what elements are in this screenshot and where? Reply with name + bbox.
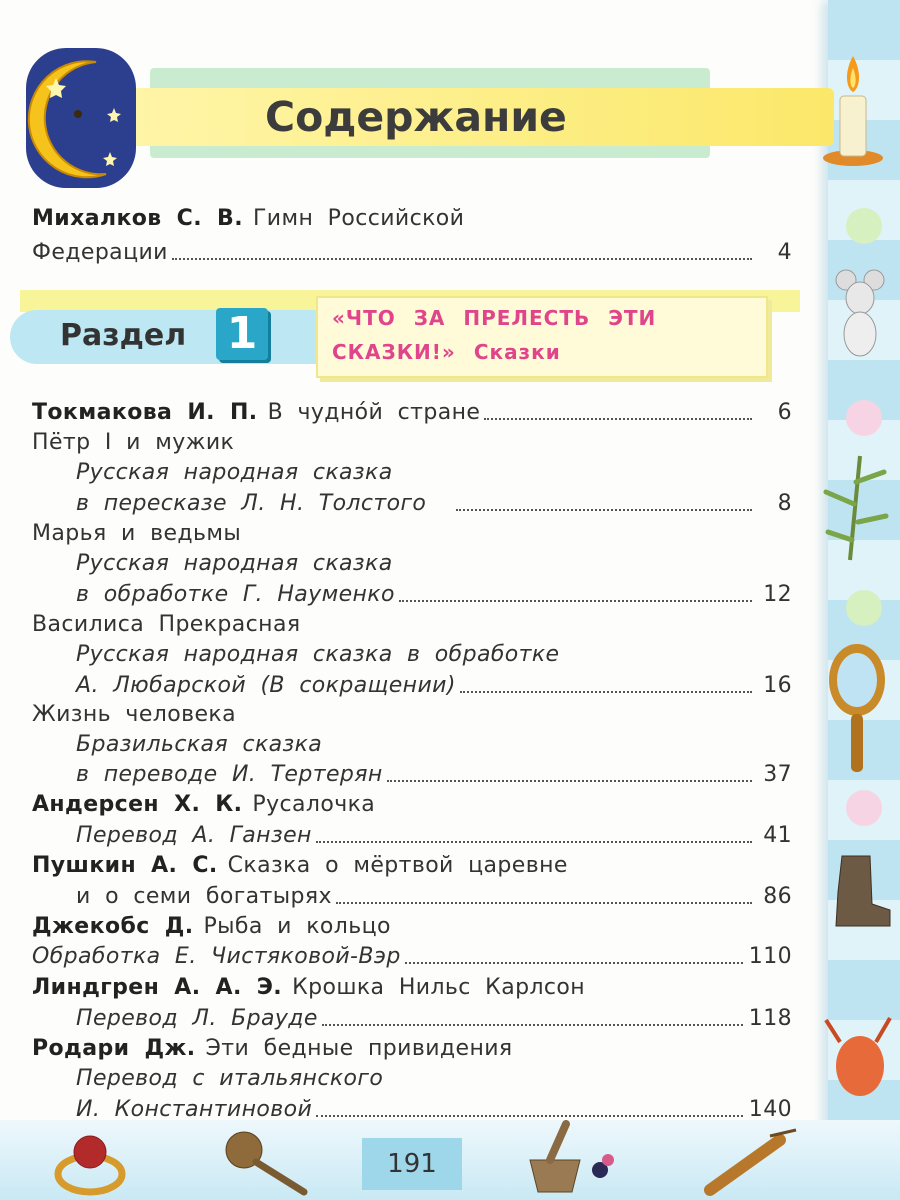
toc-entry-andersen[interactable] (32, 790, 792, 820)
toc-entry-note[interactable] (76, 1004, 792, 1034)
entry-title: Федерации (32, 240, 168, 265)
leader-dots (405, 962, 743, 964)
leader-dots (316, 841, 752, 843)
toc-entry-note (76, 458, 792, 488)
entry-title: Русалочка (252, 792, 376, 817)
entry-title: Рыба и кольцо (203, 914, 391, 939)
pink-dot-decor (846, 790, 882, 826)
entry-author: Михалков С. В. (32, 206, 243, 231)
page-ref: 6 (777, 400, 792, 425)
section-subtitle: Сказки (473, 340, 561, 364)
toc-entry-note (76, 730, 792, 760)
mortar-pestle-icon (520, 1120, 620, 1196)
entry-note: Перевод А. Ганзен (76, 823, 312, 848)
section-title-text: СКАЗКИ!» (332, 340, 456, 364)
toc-entry-pushkin[interactable] (32, 851, 792, 881)
boot-icon (830, 852, 894, 932)
entry-title: Эти бедные привидения (205, 1036, 513, 1061)
ring-icon (50, 1130, 130, 1196)
leader-dots (456, 509, 752, 511)
toc-entry-note[interactable] (76, 580, 792, 610)
entry-author: Родари Дж. (32, 1036, 196, 1061)
page-ref: 140 (748, 1097, 792, 1122)
entry-note: Обработка Е. Чистяковой-Вэр (32, 944, 401, 969)
entry-title: Сказка о мёртвой царевне (227, 853, 568, 878)
toc-entry-note[interactable] (76, 1095, 792, 1125)
toc-entry-lindgren[interactable] (32, 973, 792, 1003)
entry-title: Василиса Прекрасная (32, 612, 301, 637)
toc-entry-marya[interactable] (32, 519, 792, 549)
entry-title: Марья и ведьмы (32, 521, 242, 546)
section-title-line1: «ЧТО ЗА ПРЕЛЕСТЬ ЭТИ (332, 306, 657, 330)
entry-title: Пётр I и мужик (32, 430, 235, 455)
leader-dots (316, 1115, 743, 1117)
entry-author: Токмакова И. П. (32, 400, 258, 425)
entry-author: Андерсен Х. К. (32, 792, 243, 817)
mouse-icon (832, 268, 888, 360)
page-ref: 110 (748, 944, 792, 969)
green-dot-decor (846, 208, 882, 244)
toc-entry-jacobs[interactable] (32, 912, 792, 942)
leader-dots (387, 780, 752, 782)
page-number: 191 (362, 1138, 462, 1190)
leader-dots (460, 691, 752, 693)
page-ref: 16 (763, 673, 792, 698)
section-label: Раздел (60, 318, 187, 353)
hand-mirror-icon (824, 640, 890, 776)
page-ref: 12 (763, 582, 792, 607)
entry-note: в обработке Г. Науменко (76, 582, 395, 607)
entry-title: Крошка Нильс Карлсон (292, 975, 586, 1000)
toc-entry-note (76, 549, 792, 579)
page-ref: 86 (763, 884, 792, 909)
page-ref: 4 (777, 240, 792, 265)
entry-note: И. Константиновой (76, 1097, 313, 1122)
toc-entry-anthem-line2[interactable] (32, 238, 792, 268)
entry-author: Джекобс Д. (32, 914, 194, 939)
entry-note: Перевод с итальянского (76, 1066, 384, 1091)
entry-note: Перевод Л. Брауде (76, 1006, 318, 1031)
toc-entry-note[interactable] (32, 942, 792, 972)
entry-note: Русская народная сказка (76, 551, 393, 576)
toc-entry-note (76, 640, 792, 670)
page-ref: 118 (748, 1006, 792, 1031)
toc-entry-vasilisa[interactable] (32, 610, 792, 640)
page-ref: 37 (763, 762, 792, 787)
entry-note: Русская народная сказка (76, 460, 393, 485)
toc-entry-note[interactable] (76, 489, 792, 519)
candle-icon (818, 52, 888, 170)
entry-note: в пересказе Л. Н. Толстого (76, 491, 427, 516)
entry-note: Русская народная сказка в обработке (76, 642, 560, 667)
page-ref: 8 (777, 491, 792, 516)
toc-entry-note[interactable] (76, 760, 792, 790)
entry-note: Бразильская сказка (76, 732, 323, 757)
mace-icon (220, 1126, 310, 1196)
entry-author: Линдгрен А. А. Э. (32, 975, 283, 1000)
toc-entry-anthem[interactable] (32, 204, 792, 234)
quiver-arrows-icon (700, 1128, 800, 1196)
page-title: Содержание (265, 93, 567, 141)
entry-author: Пушкин А. С. (32, 853, 218, 878)
entry-title: Жизнь человека (32, 702, 236, 727)
leader-dots (322, 1024, 743, 1026)
leader-dots (399, 600, 752, 602)
toc-entry-note[interactable] (76, 671, 792, 701)
pink-dot-decor (846, 400, 882, 436)
toc-entry-rodari[interactable] (32, 1034, 792, 1064)
leader-dots (336, 902, 752, 904)
leader-dots (172, 258, 752, 260)
section-title-line2 (332, 340, 561, 364)
moon-icon (26, 48, 136, 188)
leader-dots (484, 418, 752, 420)
green-dot-decor (846, 590, 882, 626)
entry-title: и о семи богатырях (76, 884, 332, 909)
lobster-icon (820, 1012, 896, 1108)
toc-entry-note (76, 1064, 792, 1094)
toc-entry-pushkin-line2[interactable] (76, 882, 792, 912)
toc-entry-tokmakova[interactable] (32, 398, 792, 428)
page-ref: 41 (763, 823, 792, 848)
toc-entry-petr[interactable] (32, 428, 792, 458)
bamboo-icon (820, 452, 890, 562)
toc-entry-note[interactable] (76, 821, 792, 851)
toc-entry-zhizn[interactable] (32, 700, 792, 730)
entry-note: А. Любарской (В сокращении) (76, 673, 456, 698)
entry-note: в переводе И. Тертерян (76, 762, 383, 787)
entry-title: Гимн Российской (252, 206, 465, 231)
section-number-badge: 1 (216, 308, 268, 360)
entry-title: В чудно́й стране (267, 400, 481, 425)
